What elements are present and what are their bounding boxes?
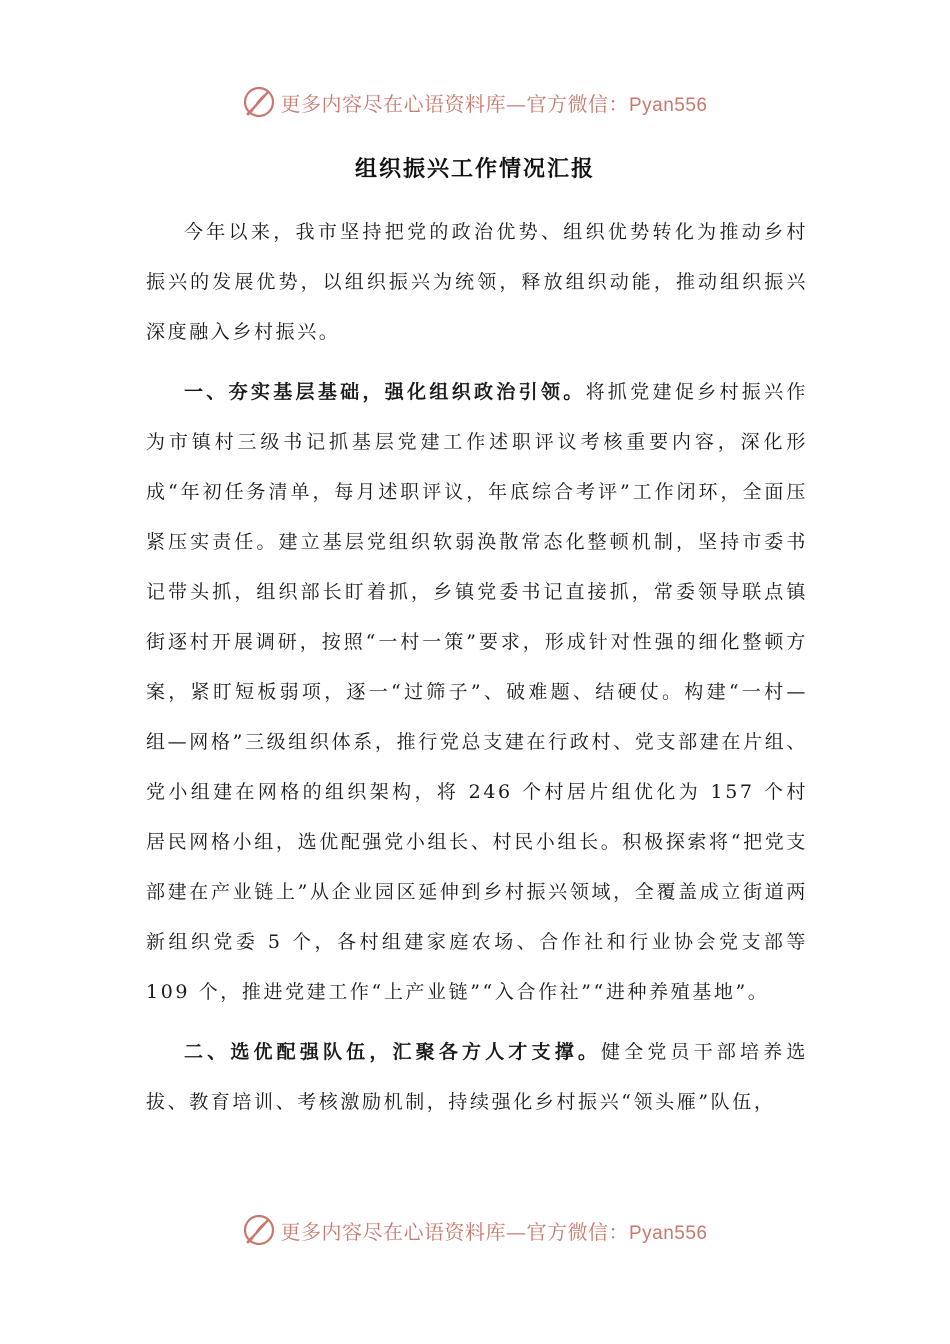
- banner-text: [280, 1216, 707, 1245]
- banner-label: 更多内容尽在心语资料库—官方微信：: [280, 91, 629, 116]
- document-title: 组织振兴工作情况汇报: [354, 157, 595, 182]
- paragraph-text: 健全党员干部培养选拔、教育培训、考核激励机制，持续强化乡村振兴“领头雁”队伍，: [146, 1041, 808, 1113]
- section-heading: 一、夯实基层基础，强化组织政治引领。: [184, 381, 586, 403]
- banner-text: [280, 88, 707, 117]
- paragraph-section-2: [146, 1027, 808, 1127]
- banner-label: 更多内容尽在心语资料库—官方微信：: [280, 1219, 629, 1244]
- footer-banner: [0, 1210, 950, 1250]
- quill-logo-icon: [242, 85, 276, 119]
- paragraph-section-1: [146, 367, 808, 1017]
- paragraph-text: 今年以来，我市坚持把党的政治优势、组织优势转化为推动乡村振兴的发展优势，以组织振兴为统领，释放组织动能，推动组织振兴深度融入乡村振兴。: [146, 221, 808, 343]
- document-body: [146, 207, 808, 1127]
- section-heading: 二、选优配强队伍，汇聚各方人才支撑。: [184, 1041, 602, 1063]
- header-banner: [0, 82, 950, 122]
- quill-logo-icon: [242, 1213, 276, 1247]
- paragraph-intro: [146, 207, 808, 357]
- paragraph-text: 将抓党建促乡村振兴作为市镇村三级书记抓基层党建工作述职评议考核重要内容，深化形成“年初任务清单，每月述职评议，年底综合考评”工作闭环，全面压紧压实责任。建立基层党组织软弱涣散常态化整顿机制，坚持市委书记带头抓，组织部长盯着抓，乡镇党委书记直接抓，常委领导联点镇街逐村开展调研，按照“一村一策”要求，形成针对性强的细化整顿方案，紧盯短板弱项，逐一“过筛子”、破难题、结硬仗。构建“一村—组—网格”三级组织体系，推行党总支建在行政村、党支部建在片组、党小组建在网格的组织架构，将 246 个村居片组优化为 157 个村居民网格小组，选优配强党小组长、村民小组长。积极探索将“把党支部建在产业链上”从企业园区延伸到乡村振兴领域，全覆盖成立街道两新组织党委 5 个，各村组建家庭农场、合作社和行业协会党支部等 109 个，推进党建工作“上产业链”“入合作社”“进种养殖基地”。: [146, 381, 808, 1003]
- banner-wechat-id: Pyan556: [628, 94, 708, 116]
- banner-wechat-id: Pyan556: [628, 1222, 708, 1244]
